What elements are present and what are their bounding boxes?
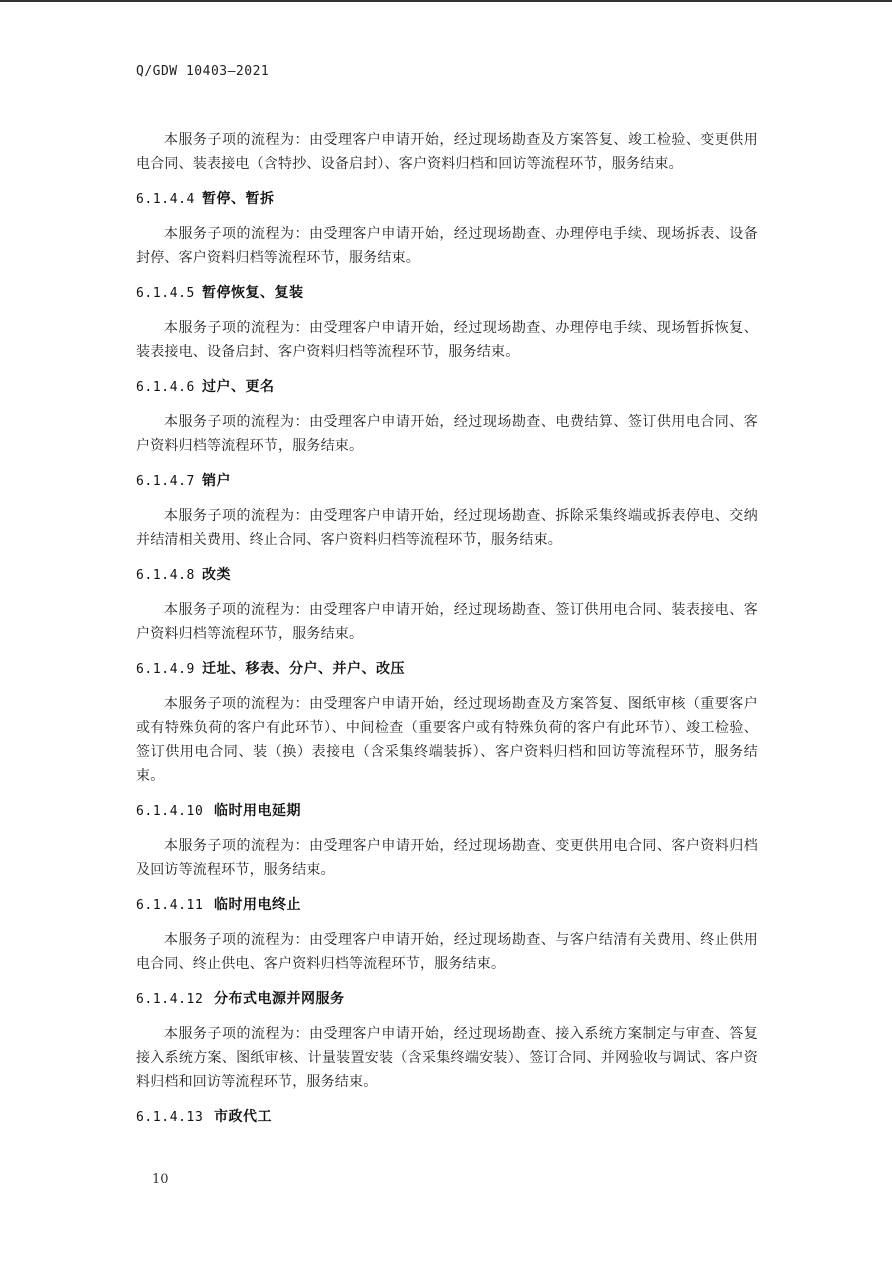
heading-6-1-4-13 (136, 1107, 758, 1128)
section-title: 分布式电源并网服务 (214, 991, 345, 1007)
paragraph-6-1-4-12: 本服务子项的流程为：由受理客户申请开始，经过现场勘查、接入系统方案制定与审查、答复接入系统方案、图纸审核、计量装置安装（含采集终端安装）、签订合同、并网验收与调试、客户资料归档和回访等流程环节，服务结束。 (136, 1026, 758, 1090)
section-number: 6.1.4.4 (136, 192, 195, 207)
section-title: 暂停恢复、复装 (202, 285, 304, 301)
section-number: 6.1.4.9 (136, 662, 195, 677)
section-title: 改类 (202, 567, 231, 583)
heading-6-1-4-5 (136, 283, 758, 304)
heading-6-1-4-11 (136, 895, 758, 916)
paragraph-6-1-4-3-continued: 本服务子项的流程为：由受理客户申请开始，经过现场勘查及方案答复、竣工检验、变更供用电合同、装表接电（含特抄、设备启封）、客户资料归档和回访等流程环节，服务结束。 (136, 132, 758, 172)
heading-6-1-4-7 (136, 471, 758, 492)
section-title: 市政代工 (214, 1109, 272, 1125)
section-title: 临时用电终止 (214, 897, 301, 913)
page-number: 10 (152, 1172, 169, 1187)
section-number: 6.1.4.11 (136, 898, 204, 913)
heading-6-1-4-9 (136, 659, 758, 680)
section-number: 6.1.4.7 (136, 474, 195, 489)
section-number: 6.1.4.12 (136, 992, 204, 1007)
paragraph-6-1-4-11: 本服务子项的流程为：由受理客户申请开始，经过现场勘查、与客户结清有关费用、终止供用电合同、终止供电、客户资料归档等流程环节，服务结束。 (136, 932, 758, 972)
heading-6-1-4-4 (136, 189, 758, 210)
document-code: Q/GDW 10403—2021 (136, 64, 270, 79)
section-number: 6.1.4.8 (136, 568, 195, 583)
paragraph-6-1-4-8: 本服务子项的流程为：由受理客户申请开始，经过现场勘查、签订供用电合同、装表接电、客户资料归档等流程环节，服务结束。 (136, 602, 758, 642)
heading-6-1-4-6 (136, 377, 758, 398)
paragraph-6-1-4-9: 本服务子项的流程为：由受理客户申请开始，经过现场勘查及方案答复、图纸审核（重要客户或有特殊负荷的客户有此环节）、中间检查（重要客户或有特殊负荷的客户有此环节）、竣工检验、签订供用电合同、装（换）表接电（含采集终端装拆）、客户资料归档和回访等流程环节，服务结束。 (136, 696, 758, 784)
section-title: 临时用电延期 (214, 803, 301, 819)
paragraph-6-1-4-5: 本服务子项的流程为：由受理客户申请开始，经过现场勘查、办理停电手续、现场暂拆恢复、装表接电、设备启封、客户资料归档等流程环节，服务结束。 (136, 320, 758, 360)
section-title: 迁址、移表、分户、并户、改压 (202, 661, 405, 677)
section-number: 6.1.4.5 (136, 286, 195, 301)
paragraph-6-1-4-10: 本服务子项的流程为：由受理客户申请开始，经过现场勘查、变更供用电合同、客户资料归档及回访等流程环节，服务结束。 (136, 838, 758, 878)
section-title: 过户、更名 (202, 379, 275, 395)
top-border-rule (0, 0, 892, 2)
paragraph-6-1-4-6: 本服务子项的流程为：由受理客户申请开始，经过现场勘查、电费结算、签订供用电合同、客户资料归档等流程环节，服务结束。 (136, 414, 758, 454)
heading-6-1-4-8 (136, 565, 758, 586)
section-number: 6.1.4.10 (136, 804, 204, 819)
page-body (136, 128, 758, 1140)
heading-6-1-4-12 (136, 989, 758, 1010)
heading-6-1-4-10 (136, 801, 758, 822)
section-number: 6.1.4.13 (136, 1110, 204, 1125)
section-number: 6.1.4.6 (136, 380, 195, 395)
section-title: 销户 (202, 473, 231, 489)
paragraph-6-1-4-4: 本服务子项的流程为：由受理客户申请开始，经过现场勘查、办理停电手续、现场拆表、设备封停、客户资料归档等流程环节，服务结束。 (136, 226, 758, 266)
section-title: 暂停、暂拆 (202, 191, 275, 207)
paragraph-6-1-4-7: 本服务子项的流程为：由受理客户申请开始，经过现场勘查、拆除采集终端或拆表停电、交纳并结清相关费用、终止合同、客户资料归档等流程环节，服务结束。 (136, 508, 758, 548)
